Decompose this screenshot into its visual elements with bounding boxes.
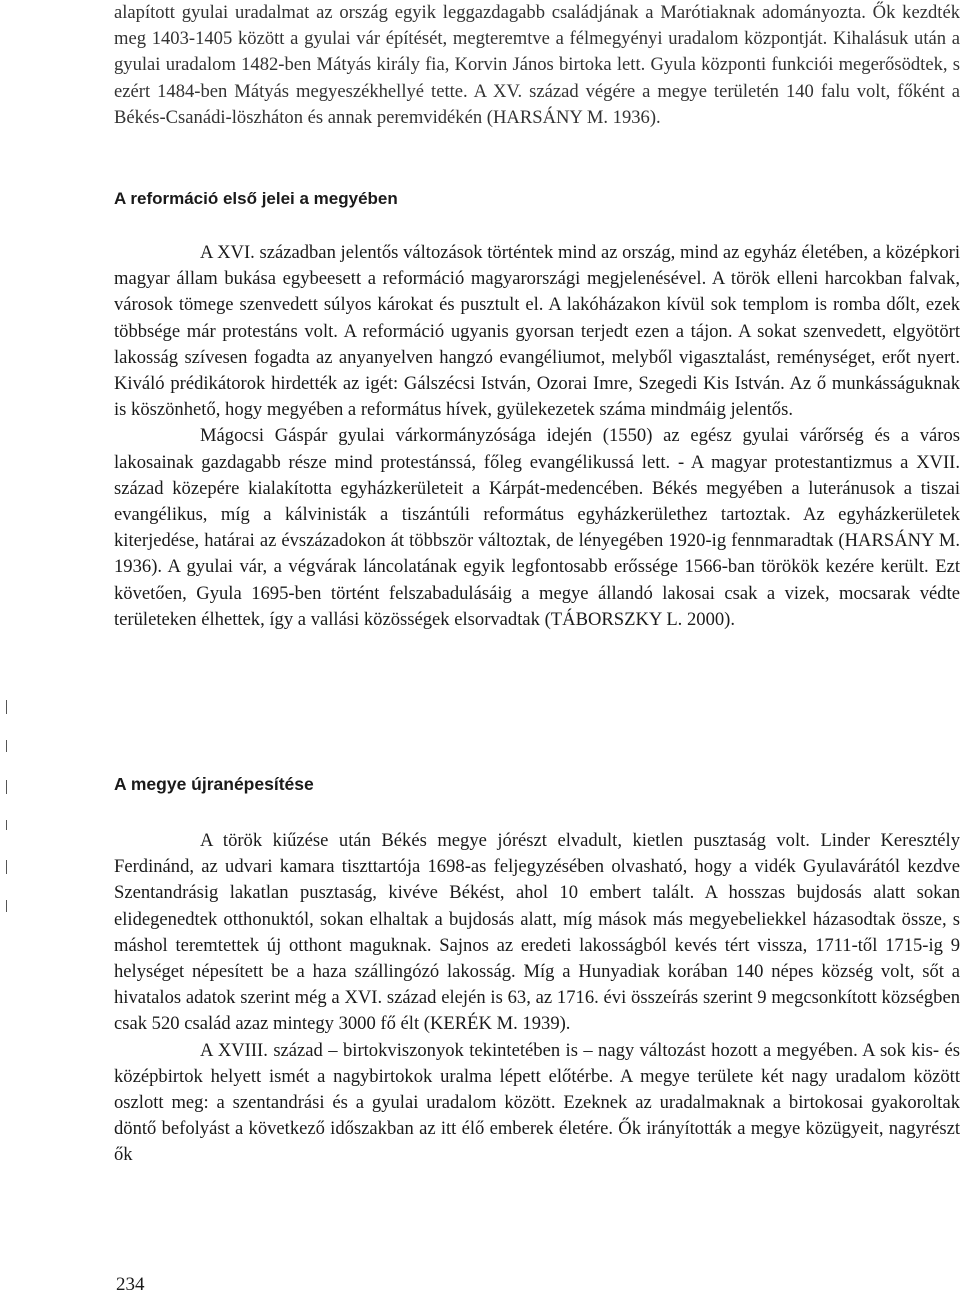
text-block-repopulation: [114, 828, 960, 1169]
scan-margin-marks: [6, 700, 9, 950]
heading-repopulation: A megye újranépesítése: [114, 774, 314, 794]
paragraph-gyula-history: alapított gyulai uradalmat az ország egyik leggazdagabb családjának a Marótiaknak adományozta. Ők kezdték meg 1403-1405 között a gyulai vár építését, megteremtve a félmegyényi uradalom központját. Kihalásuk után a gyulai uradalom 1482-ben Mátyás király fia, Korvin János birtoka lett. Gyula központi funkciói megerősödtek, s ezért 1484-ben Mátyás megyeszékhellyé tette. A XV. század végére a megye területén 140 falu volt, főként a Békés-Csanádi-löszháton és annak peremvidékén (HARSÁNY M. 1936).: [114, 2, 960, 128]
page-number: 234: [116, 1274, 145, 1295]
text-block-reformation: [114, 240, 960, 633]
paragraph-reformation-2: Mágocsi Gáspár gyulai várkormányzósága idején (1550) az egész gyulai várőrség és a város lakosainak gazdagabb része mind protestánssá, főleg evangélikussá lett. - A magyar protestantizmus a XVII. század közepére kialakította egyházkerületeit a Kárpát-medencében. Békés megyében a luteránusok a tiszai evangélikus, míg a kálvinisták a tiszántúli református egyházkerülethez tartoztak. Az egyházkerületek kiterjedése, határai az évszázadokon át többször változtak, de lényegében 1920-ig fennmaradtak (HARSÁNY M. 1936). A gyulai vár, a végvárak láncolatának egyik legfontosabb erőssége 1566-ban törökök kezére került. Ezt követően, Gyula 1695-ben történt felszabadulásáig a megye állandó lakosai csak a vizek, mocsarak védte területeken élhettek, így a vallási közösségek elsorvadtak (TÁBORSZKY L. 2000).: [114, 425, 960, 630]
paragraph-repopulation-2: A XVIII. század – birtokviszonyok tekintetében is – nagy változást hozott a megyében. A sok kis- és középbirtok helyett ismét a nagybirtokok uralma lépett előtérbe. A megye területe két nagy uradalom között oszlott meg: a szentandrási és a gyulai uradalom között. Ezeknek az uradalmaknak a birtokosai gyakoroltak döntő befolyást a következő időszakban az itt élő emberek életére. Ők irányították a megye közügyeit, nagyrészt ők: [114, 1039, 960, 1166]
paragraph-repopulation-1: A török kiűzése után Békés megye jórészt elvadult, kietlen pusztaság volt. Linder Keresztély Ferdinánd, az udvari kamara tiszttartója 1698-as feljegyzésében olvasható, hogy a vidék Gyulavárától kezdve Szentandrásig lakatlan pusztaság, kivéve Békést, ahol 10 embert talált. A hosszas bujdosás alatt sokan elidegenedtek otthonuktól, sokan elhaltak a bujdosás alatt, míg mások más megyebeliekkel házasodtak össze, s máshol teremtettek új otthont maguknak. Sajnos az eredeti lakosságból kevés tért vissza, 1711-től 1715-ig 9 helységet népesített be a haza szállingózó lakosság. Míg a Hunyadiak korában 140 népes község volt, sőt a hivatalos adatok szerint még a XVI. század elején is 63, az 1716. évi összeírás szerint 9 megcsonkított községben csak 520 család azaz mintegy 3000 fő élt (KERÉK M. 1939).: [114, 830, 960, 1035]
text-block-top: [114, 0, 960, 131]
heading-reformation: A reformáció első jelei a megyében: [114, 189, 398, 208]
paragraph-reformation-1: A XVI. században jelentős változások történtek mind az ország, mind az egyház életében, a középkori magyar állam bukása egybeesett a reformáció magyarországi megjelenésével. A török elleni harcokban falvak, városok tömege szenvedett súlyos károkat és pusztult el. A lakóházakon kívül sok templom is romba dőlt, ezek többsége már protestáns volt. A reformáció ugyanis gyorsan terjedt ezen a tájon. A sokat szenvedett, elgyötört lakosság szívesen fogadta az anyanyelven hangzó evangéliumot, melyből vigasztalást, reménységet, erőt nyert. Kiváló prédikátorok hirdették az igét: Gálszécsi István, Ozorai Imre, Szegedi Kis István. Az ő munkásságuknak is köszönhető, hogy megyében a református hívek, gyülekezetek száma mindmáig jelentős.: [114, 242, 960, 421]
